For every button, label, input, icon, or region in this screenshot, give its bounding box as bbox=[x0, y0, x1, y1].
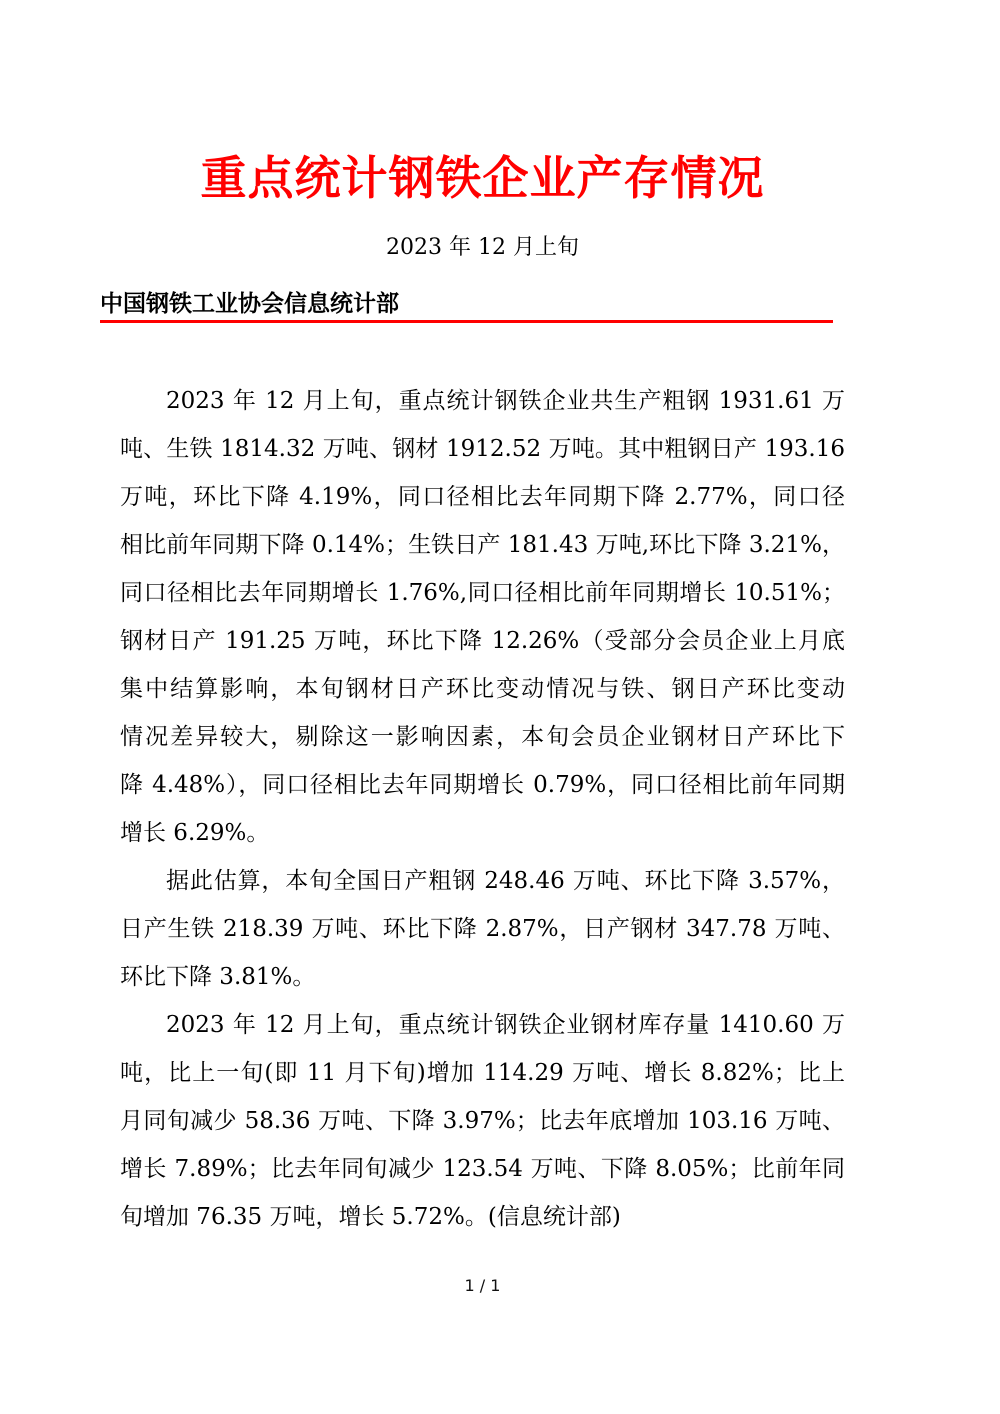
body-line: 增长 6.29%。 bbox=[120, 820, 270, 846]
body-line: 情况差异较大，剔除这一影响因素，本旬会员企业钢材日产环比下 bbox=[120, 724, 845, 750]
body-line: 环比下降 3.81%。 bbox=[120, 964, 316, 990]
body-line: 日产生铁 218.39 万吨、环比下降 2.87%，日产钢材 347.78 万吨、 bbox=[120, 916, 845, 942]
red-divider bbox=[100, 320, 833, 323]
document-title: 重点统计钢铁企业产存情况 bbox=[200, 151, 765, 205]
body-line: 降 4.48%），同口径相比去年同期增长 0.79%，同口径相比前年同期 bbox=[120, 772, 845, 798]
body-line: 旬增加 76.35 万吨，增长 5.72%。(信息统计部) bbox=[120, 1204, 621, 1230]
body-line: 同口径相比去年同期增长 1.76%,同口径相比前年同期增长 10.51%； bbox=[120, 580, 845, 606]
body-line: 增长 7.89%；比去年同旬减少 123.54 万吨、下降 8.05%；比前年同 bbox=[120, 1156, 845, 1182]
document-header bbox=[120, 0, 845, 262]
document-subtitle: 2023 年 12 月上旬 bbox=[386, 235, 579, 260]
body-line: 2023 年 12 月上旬，重点统计钢铁企业钢材库存量 1410.60 万 bbox=[166, 1012, 845, 1038]
body-line: 月同旬减少 58.36 万吨、下降 3.97%；比去年底增加 103.16 万吨、 bbox=[120, 1108, 845, 1134]
body-line: 2023 年 12 月上旬，重点统计钢铁企业共生产粗钢 1931.61 万 bbox=[166, 388, 845, 414]
paragraph bbox=[120, 857, 845, 1001]
body-line: 钢材日产 191.25 万吨，环比下降 12.26%（受部分会员企业上月底 bbox=[120, 628, 845, 654]
body-line: 据此估算，本旬全国日产粗钢 248.46 万吨、环比下降 3.57%， bbox=[166, 868, 845, 894]
body-line: 吨、生铁 1814.32 万吨、钢材 1912.52 万吨。其中粗钢日产 193.16 bbox=[120, 436, 845, 462]
document-body bbox=[120, 377, 845, 1241]
body-line: 相比前年同期下降 0.14%；生铁日产 181.43 万吨,环比下降 3.21%， bbox=[120, 532, 845, 558]
paragraph bbox=[120, 377, 845, 857]
body-line: 集中结算影响，本旬钢材日产环比变动情况与铁、钢日产环比变动 bbox=[120, 676, 845, 702]
body-line: 万吨，环比下降 4.19%，同口径相比去年同期下降 2.77%，同口径 bbox=[120, 484, 845, 510]
body-line: 吨，比上一旬(即 11 月下旬)增加 114.29 万吨、增长 8.82%；比上 bbox=[120, 1060, 845, 1086]
paragraph bbox=[120, 1001, 845, 1241]
department-name: 中国钢铁工业协会信息统计部 bbox=[100, 290, 399, 317]
page-number: 1 / 1 bbox=[464, 1276, 501, 1295]
